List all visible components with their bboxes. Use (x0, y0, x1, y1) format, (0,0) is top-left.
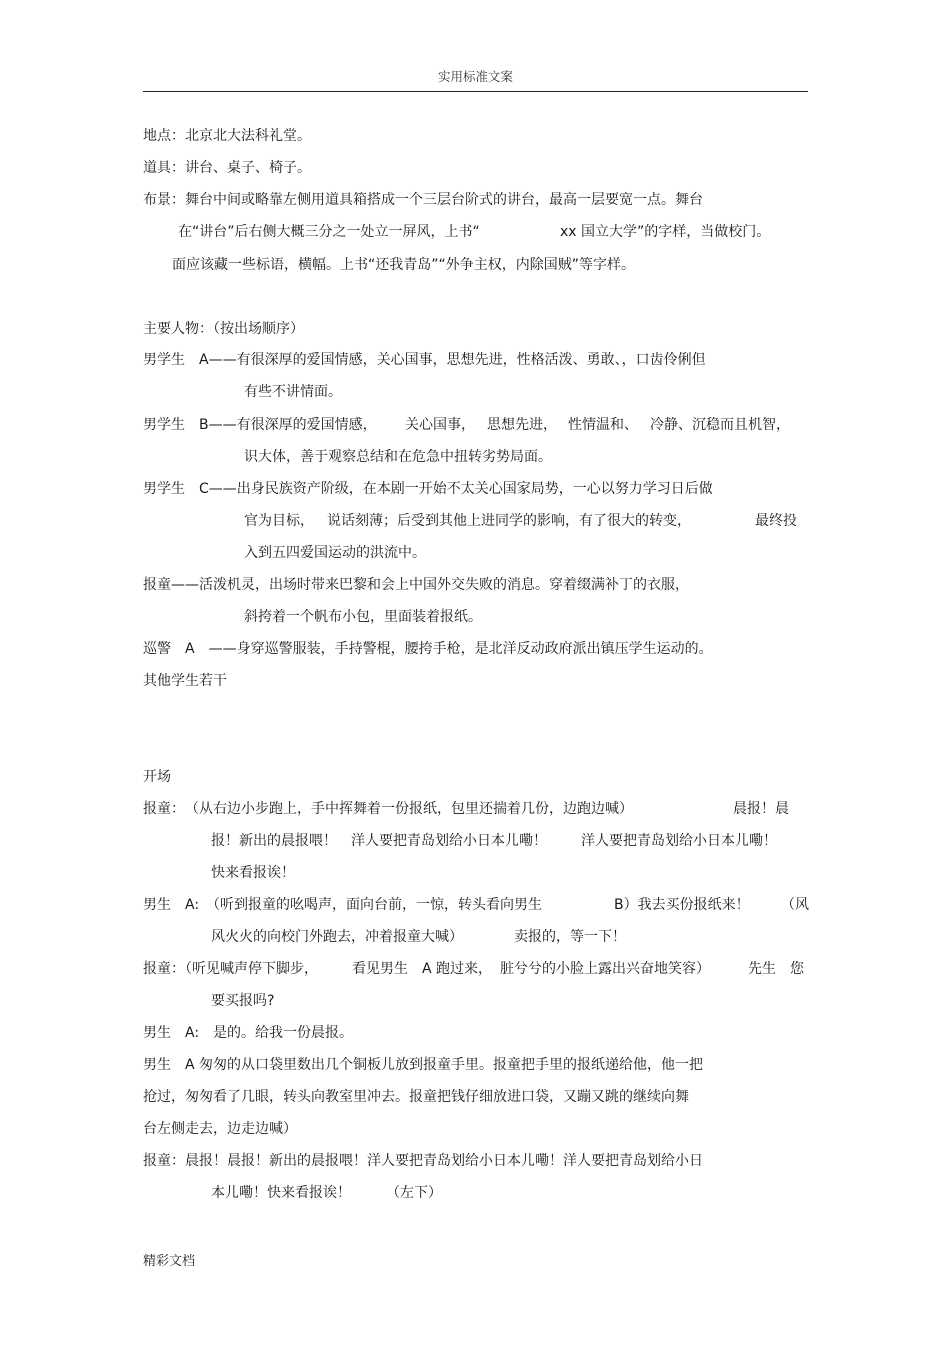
character-b-line: 思想先进， (487, 417, 557, 433)
page-header: 实用标准文案 (437, 69, 513, 84)
page-footer: 精彩文档 (143, 1254, 196, 1269)
setting-scene-line: 在“讲台”后右侧大概三分之一处立一屏风，上书“ (178, 224, 480, 240)
script-line: B）我去买份报纸来！ (614, 897, 750, 913)
script-line: 晨报！晨 (733, 801, 789, 817)
character-c-line: 最终投 (755, 513, 797, 529)
script-line: 报！新出的晨报喂！ (211, 833, 337, 849)
setting-props: 道具：讲台、桌子、椅子。 (143, 160, 311, 176)
script-line: 风火火的向校门外跑去，冲着报童大喊） (211, 929, 463, 945)
script-line: 报童： （从右边小步跑上，手中挥舞着一份报纸，包里还揣着几份，边跑边喊） (143, 801, 633, 817)
script-line: （左下） (386, 1185, 442, 1201)
character-b-line: 性情温和、 (568, 417, 638, 433)
script-line: 先生 您 (748, 961, 804, 977)
script-line: 抢过，匆匆看了几眼，转头向教室里冲去。报童把钱仔细放进口袋，又蹦又跳的继续向舞 (143, 1089, 689, 1105)
script-line: 本儿嘞！快来看报诶！ (211, 1185, 351, 1201)
character-c-line: 男学生 C——出身民族资产阶级，在本剧一开始不太关心国家局势，一心以努力学习日后做 (143, 481, 713, 497)
setting-scene-line: 面应该藏一些标语，横幅。上书“还我青岛”“外争主权，内除国贼”等字样。 (172, 257, 636, 273)
character-newsboy-line: 报童——活泼机灵，出场时带来巴黎和会上中国外交失败的消息。穿着缀满补丁的衣服， (143, 577, 689, 593)
script-line: 男生 A 匆匆的从口袋里数出几个铜板儿放到报童手里。报童把手里的报纸递给他，他一把 (143, 1057, 704, 1073)
setting-scene-line: 布景：舞台中间或略靠左侧用道具箱搭成一个三层台阶式的讲台，最高一层要宽一点。舞台 (143, 192, 703, 208)
character-others: 其他学生若干 (143, 673, 227, 689)
characters-heading: 主要人物：（按出场顺序） (143, 321, 304, 337)
character-b-line: 关心国事， (405, 417, 475, 433)
script-line: 男生 A: （听到报童的吆喝声，面向台前，一惊，转头看向男生 (143, 897, 543, 913)
header-rule (143, 91, 808, 92)
script-line: 洋人要把青岛划给小日本儿嘞！ (351, 833, 547, 849)
setting-place: 地点：北京北大法科礼堂。 (143, 128, 311, 144)
character-a-line: 男学生 A——有很深厚的爱国情感，关心国事，思想先进，性格活泼、勇敢、，口齿伶俐但 (143, 352, 706, 368)
script-line: （风 (781, 897, 809, 913)
character-b-line: 识大体，善于观察总结和在危急中扭转劣势局面。 (244, 449, 552, 465)
character-newsboy-line: 斜挎着一个帆布小包，里面装着报纸。 (244, 609, 482, 625)
script-line: 快来看报诶！ (211, 865, 295, 881)
character-c-line: 说话刻薄；后受到其他上进同学的影响，有了很大的转变， (327, 513, 691, 529)
character-police: 巡警 A ——身穿巡警服装，手持警棍，腰挎手枪，是北洋反动政府派出镇压学生运动的。 (143, 641, 713, 657)
character-b-line: 冷静、沉稳而且机智， (650, 417, 790, 433)
character-a-line: 有些不讲情面。 (244, 384, 342, 400)
setting-scene-line: xx 国立大学”的字样，当做校门。 (560, 224, 771, 240)
script-line: 洋人要把青岛划给小日本儿嘞！ (581, 833, 777, 849)
character-c-line: 官为目标， (244, 513, 314, 529)
opening-heading: 开场 (143, 769, 171, 785)
script-line: 报童：晨报！晨报！新出的晨报喂！洋人要把青岛划给小日本儿嘞！洋人要把青岛划给小日 (143, 1153, 703, 1169)
script-line: 男生 A: 是的。给我一份晨报。 (143, 1025, 354, 1041)
script-line: 报童：（听见喊声停下脚步， (143, 961, 318, 977)
script-line: 卖报的，等一下！ (514, 929, 626, 945)
script-line: 脏兮兮的小脸上露出兴奋地笑容） (500, 961, 710, 977)
script-line: 看见男生 A 跑过来， (352, 961, 493, 977)
script-line: 要买报吗? (211, 993, 275, 1009)
character-b-line: 男学生 B——有很深厚的爱国情感， (143, 417, 377, 433)
character-c-line: 入到五四爱国运动的洪流中。 (244, 545, 426, 561)
script-line: 台左侧走去，边走边喊） (143, 1121, 297, 1137)
